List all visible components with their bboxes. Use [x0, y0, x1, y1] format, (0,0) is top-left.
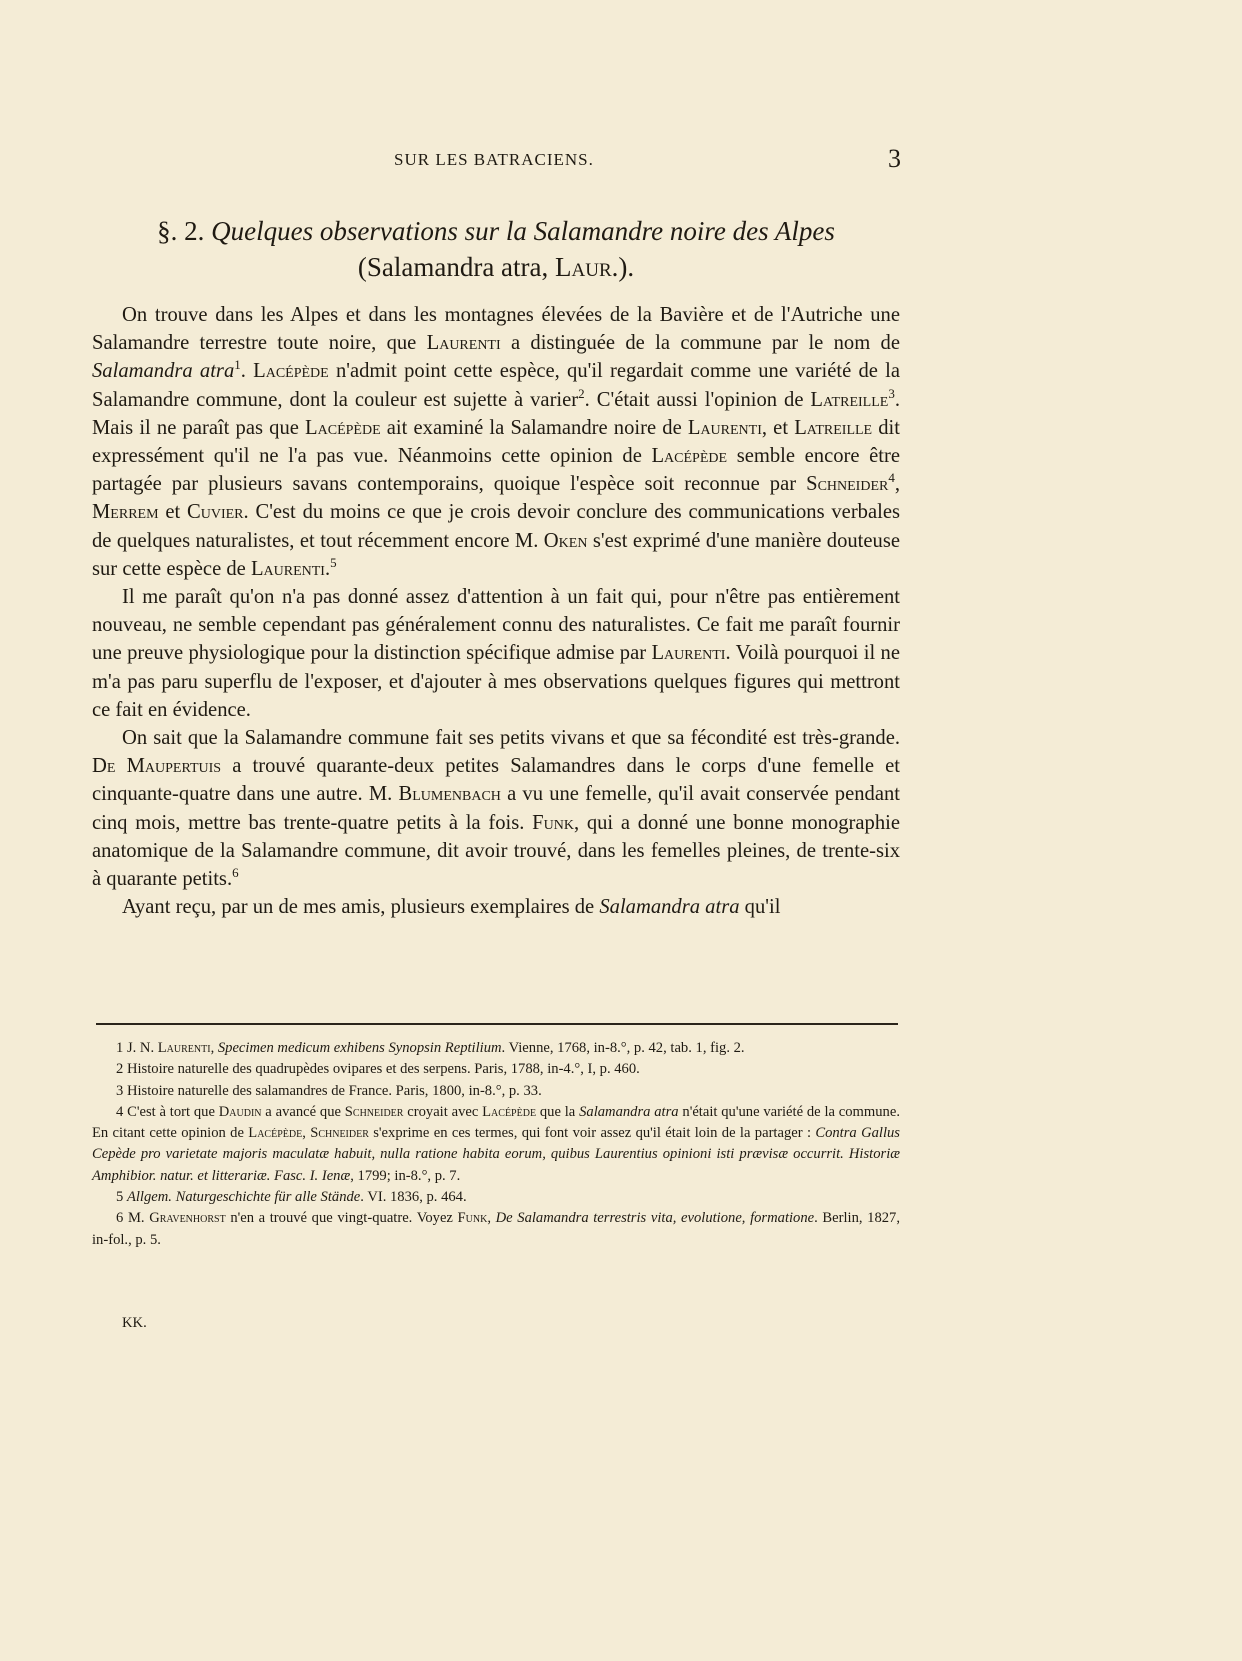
footnote-4	[92, 1102, 900, 1187]
footnote-ref[interactable]: 5	[330, 554, 337, 570]
text: . VI. 1836, p. 464.	[360, 1189, 467, 1206]
author-name: Daudin	[218, 1103, 262, 1120]
footnote-number: 1	[116, 1040, 124, 1056]
footnote-1: 1 J. N. Laurenti, Specimen medicum exhibens Synopsin Reptilium. Vienne, 1768, in-8.°, p. 42, tab. 1, fig. 2.	[116, 1040, 745, 1056]
text: ,	[894, 473, 900, 496]
subtitle-close: ).	[618, 252, 635, 282]
text: a avancé que	[261, 1103, 345, 1120]
paragraph-4	[92, 893, 900, 921]
author-name: J. N. Laurenti	[126, 1040, 211, 1056]
paragraph-3	[92, 724, 900, 893]
author-name: Laurenti	[687, 416, 762, 439]
author-name: Gravenhorst	[149, 1210, 226, 1227]
text: , qui a donné une bonne monographie anatomique de la Salamandre commune, dit avoir trouvé, dans les femelles pleines, de trente-six à quarante petits.	[92, 811, 900, 891]
author-name: Laurenti	[250, 557, 325, 580]
text: .	[240, 360, 254, 383]
footnote-ref[interactable]: 2	[578, 385, 585, 401]
footnote-6	[92, 1208, 900, 1251]
text: qu'il	[739, 896, 781, 919]
author-name: Merrem	[92, 501, 159, 524]
text: a vu une femelle, qu'il avait conservée pendant cinq mois, mettre bas trente-quatre petits à la fois.	[92, 783, 900, 834]
text: . Berlin, 1827, in-fol., p. 5.	[92, 1210, 900, 1248]
paragraph-2	[92, 583, 900, 724]
author-name: De Maupertuis	[92, 755, 222, 778]
species-name: Salamandra atra	[92, 360, 235, 383]
text: . Mais il ne paraît pas que	[92, 388, 900, 439]
footnote-number: 3	[116, 1082, 124, 1099]
text: Il me paraît qu'on n'a pas donné assez d'attention à un fait qui, pour n'être pas entièrement nouveau, ne semble cependant pas généralement connu des naturalistes. Ce fait me paraît fournir une preuve physiologique pour la distinction spécifique admise par	[92, 586, 900, 665]
author-name: Latreille	[810, 388, 889, 411]
text: n'était qu'une variété de la commune. En citant cette opinion de	[92, 1103, 900, 1142]
author-name: Funk	[457, 1210, 488, 1227]
text: a distinguée de la commune par le nom de	[500, 332, 900, 355]
author-name: Laurenti	[651, 642, 726, 665]
section-title: Quelques observations sur la Salamandre noire des Alpes	[211, 216, 835, 246]
text: C'est à tort que	[127, 1103, 219, 1120]
text: et	[158, 501, 187, 524]
text: croyait avec	[403, 1103, 483, 1120]
footnote-number: 4	[116, 1103, 124, 1120]
section-subtitle	[92, 249, 900, 285]
text: . Vienne, 1768, in-8.°, p. 42, tab. 1, fig. 2.	[501, 1040, 745, 1056]
text: . C'est du moins ce que je crois devoir conclure des communications verbales de quelques naturalistes, et tout récemment encore M.	[92, 501, 900, 552]
text: semble encore être partagée par plusieurs savans contemporains, quoique l'espèce soit reconnue par	[92, 445, 901, 496]
paragraph-1	[92, 301, 900, 583]
author-name: Schneider	[806, 473, 889, 496]
page-number: 3	[888, 144, 901, 173]
text: n'admit point cette espèce, qu'il regardait comme une variété de la Salamandre commune, dont la couleur est sujette à varier	[92, 360, 900, 411]
text: .	[324, 557, 331, 580]
text: , 1799; in-8.°, p. 7.	[350, 1167, 461, 1184]
footnote-ref[interactable]: 4	[888, 470, 895, 486]
footnote-3	[92, 1081, 900, 1102]
text: M.	[127, 1210, 150, 1227]
species-name: Salamandra atra	[579, 1103, 679, 1120]
author-name: Lacépède	[253, 360, 329, 383]
text: On trouve dans les Alpes et dans les montagnes élevées de la Bavière et de l'Autriche une Salamandre terrestre toute noire, que	[92, 304, 900, 355]
section-mark: §. 2.	[157, 216, 205, 246]
author-name: Lacépède	[482, 1103, 537, 1120]
author-name: Cuvier	[187, 501, 244, 524]
footnotes	[92, 1038, 900, 1251]
text: . Voilà pourquoi il ne m'a pas paru superflu de l'exposer, et d'ajouter à mes observations quelques figures qui mettront ce fait en évidence.	[92, 642, 900, 721]
latin-quote: Contra Gallus Cepède pro varietate majoris maculatæ habuit, nulla ratione habita eorum, quibus Laurentius opinioni isti prævisæ occurrit. Historiæ Amphibior. natur. et litterariæ. Fasc. I. Ienæ	[92, 1125, 900, 1184]
text: ,	[302, 1125, 311, 1142]
text: Histoire naturelle des salamandres de France. Paris, 1800, in-8.°, p. 33.	[126, 1082, 542, 1099]
footnote-ref[interactable]: 6	[232, 865, 239, 881]
section-title-line	[92, 213, 900, 249]
text: s'exprime en ces termes, qui font voir assez qu'il était loin de la partager :	[368, 1125, 816, 1142]
author-name: Oken	[543, 529, 588, 552]
author-name: Funk	[532, 811, 574, 834]
author-name: Lacépède	[305, 416, 381, 439]
author-name: Latreille	[794, 416, 873, 439]
footnote-ref[interactable]: 3	[888, 385, 895, 401]
author-name: Lacépède	[651, 445, 728, 468]
text: , et	[761, 416, 795, 439]
text: dit expressément qu'il ne l'a pas vue. Néanmoins cette opinion de	[92, 416, 901, 468]
species-name: Salamandra atra	[599, 896, 740, 919]
text: ait examiné la Salamandre noire de	[380, 416, 688, 439]
work-title: Specimen medicum exhibens Synopsin Reptilium	[217, 1040, 502, 1056]
footnote-number: 6	[116, 1210, 124, 1227]
subtitle-species: (Salamandra atra,	[357, 252, 556, 282]
subtitle-author: Laur.	[555, 252, 619, 282]
text: Histoire naturelle des quadrupèdes ovipares et des serpens. Paris, 1788, in-4.°, I, p. 460.	[126, 1061, 640, 1078]
author-name: Lacépède	[248, 1125, 303, 1142]
author-name: Blumenbach	[398, 783, 501, 806]
footnote-2	[92, 1059, 900, 1080]
signature-mark: KK.	[122, 1315, 147, 1331]
text: Ayant reçu, par un de mes amis, plusieurs exemplaires de	[122, 896, 600, 919]
section-heading	[92, 213, 900, 285]
text: ,	[487, 1210, 496, 1227]
author-name: Schneider	[310, 1125, 369, 1142]
body-text	[92, 301, 900, 921]
text: que la	[536, 1103, 580, 1120]
text: . C'était aussi l'opinion de	[584, 388, 811, 411]
running-title: SUR LES BATRACIENS.	[394, 150, 594, 169]
footnote-ref[interactable]: 1	[234, 357, 241, 373]
footnote-5	[92, 1187, 900, 1208]
author-name: Schneider	[344, 1103, 404, 1120]
author-name: Laurenti	[426, 332, 501, 355]
text: On sait que la Salamandre commune fait ses petits vivans et que sa fécondité est très-grande.	[122, 727, 900, 750]
work-title: De Salamandra terrestris vita, evolutione, formatione	[495, 1210, 815, 1227]
text: n'en a trouvé que vingt-quatre. Voyez	[225, 1210, 458, 1227]
work-title: Allgem. Naturgeschichte für alle Stände	[126, 1189, 361, 1206]
text: a trouvé quarante-deux petites Salamandres dans le corps d'une femelle et cinquante-quatre dans une autre. M.	[92, 755, 900, 806]
footnote-rule	[96, 1023, 898, 1025]
footnote-number: 5	[116, 1189, 124, 1206]
text: s'est exprimé d'une manière douteuse sur cette espèce de	[92, 529, 900, 580]
footnote-number: 2	[116, 1061, 124, 1078]
